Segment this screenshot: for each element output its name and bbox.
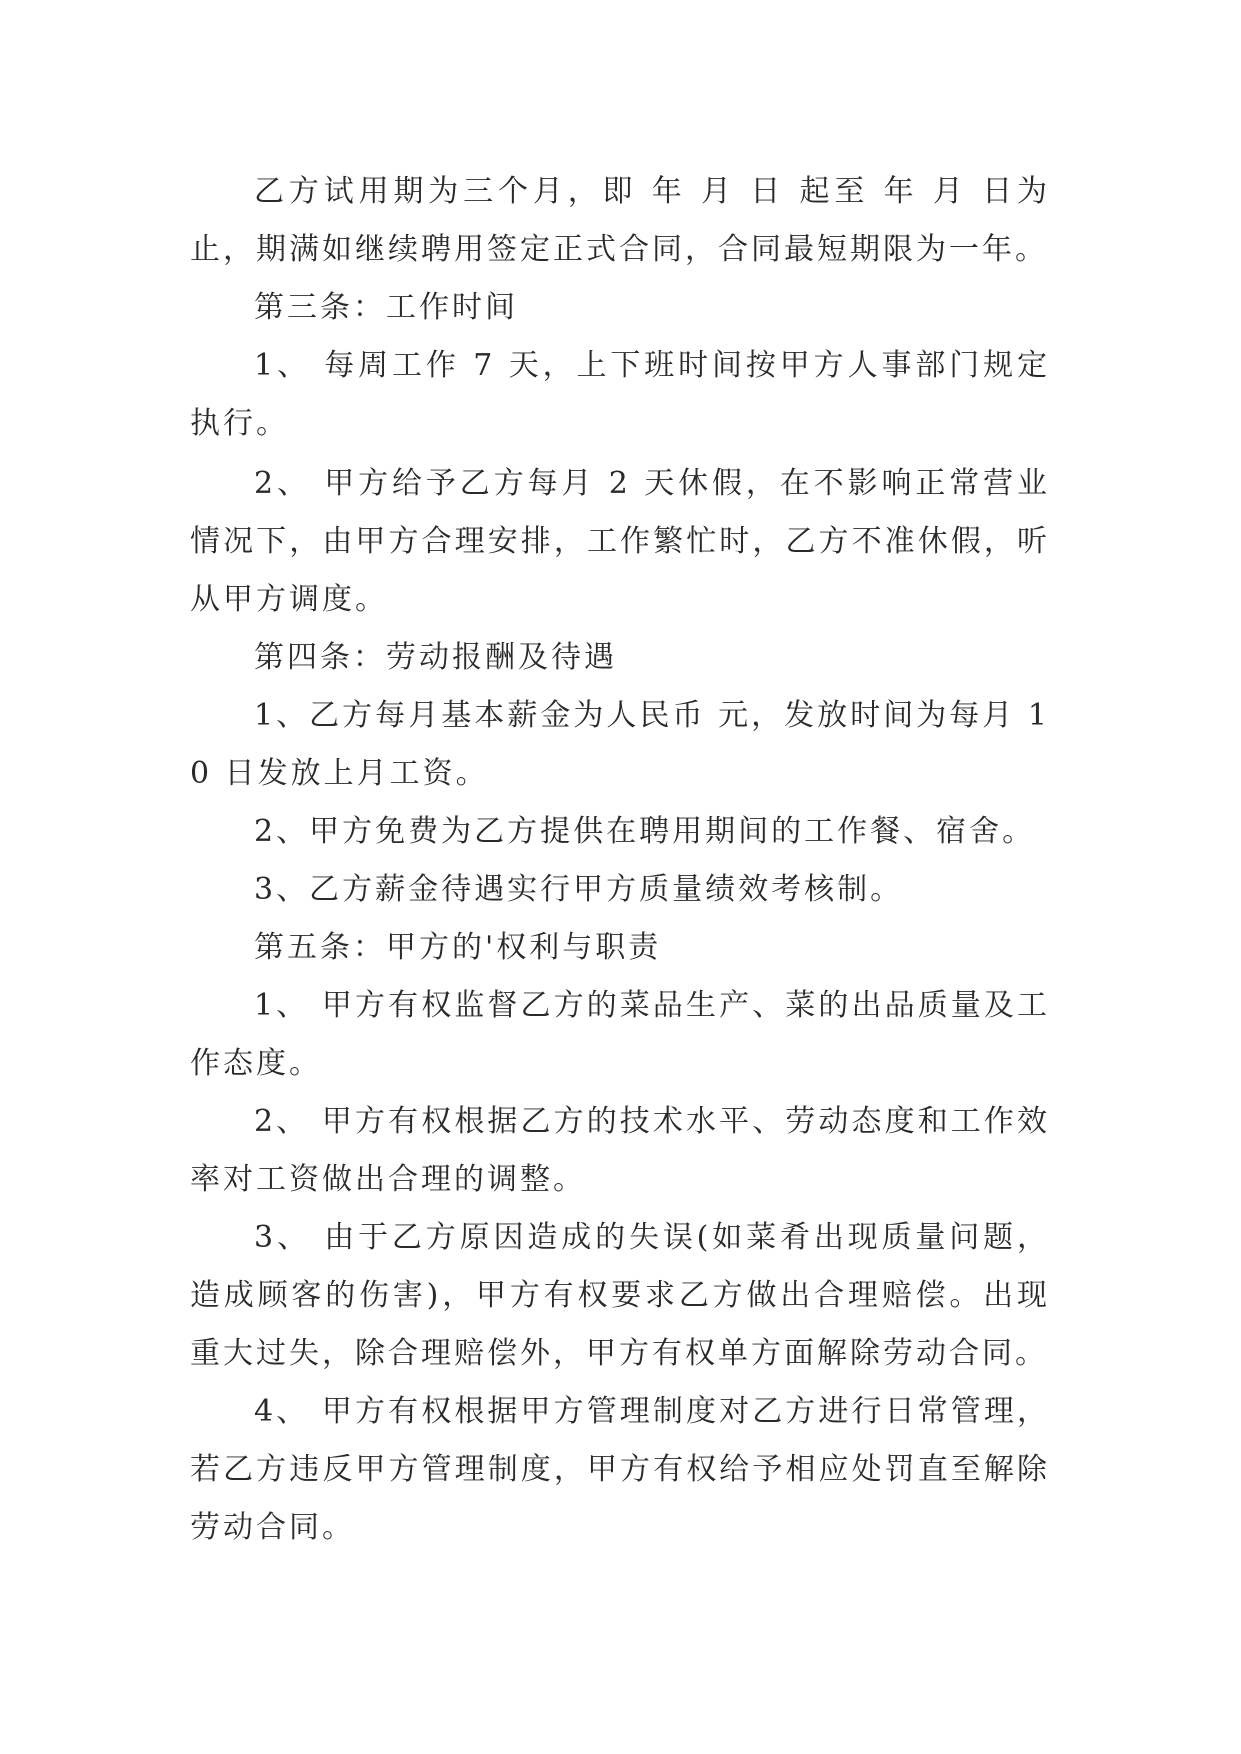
heading-article-5: 第五条：甲方的'权利与职责 (254, 930, 662, 965)
paragraph-work-days: 1、 每周工作 7 天，上下班时间按甲方人事部门规定执行。 (190, 348, 1050, 441)
paragraph-supervise: 1、 甲方有权监督乙方的菜品生产、菜的出品质量及工作态度。 (190, 988, 1050, 1081)
paragraph-adjust-wage: 2、 甲方有权根据乙方的技术水平、劳动态度和工作效率对工资做出合理的调整。 (190, 1104, 1050, 1197)
heading-article-4: 第四条：劳动报酬及待遇 (254, 640, 617, 675)
document-body (190, 163, 1050, 1557)
paragraph-leave: 2、 甲方给予乙方每月 2 天休假，在不影响正常营业情况下，由甲方合理安排，工作繁忙时，乙方不准休假，听从甲方调度。 (190, 466, 1050, 617)
paragraph-management: 4、 甲方有权根据甲方管理制度对乙方进行日常管理，若乙方违反甲方管理制度，甲方有权给予相应处罚直至解除劳动合同。 (190, 1394, 1050, 1545)
paragraph-salary: 1、乙方每月基本薪金为人民币 元，发放时间为每月 10 日发放上月工资。 (190, 698, 1050, 791)
paragraph-meals-housing: 2、甲方免费为乙方提供在聘用期间的工作餐、宿舍。 (254, 814, 1036, 849)
paragraph-probation: 乙方试用期为三个月，即 年 月 日 起至 年 月 日为止，期满如继续聘用签定正式合同，合同最短期限为一年。 (190, 174, 1050, 267)
heading-article-3: 第三条：工作时间 (254, 290, 518, 325)
paragraph-compensation: 3、 由于乙方原因造成的失误(如菜肴出现质量问题，造成顾客的伤害)，甲方有权要求乙方做出合理赔偿。出现重大过失，除合理赔偿外，甲方有权单方面解除劳动合同。 (190, 1220, 1050, 1371)
paragraph-performance: 3、乙方薪金待遇实行甲方质量绩效考核制。 (254, 872, 904, 907)
